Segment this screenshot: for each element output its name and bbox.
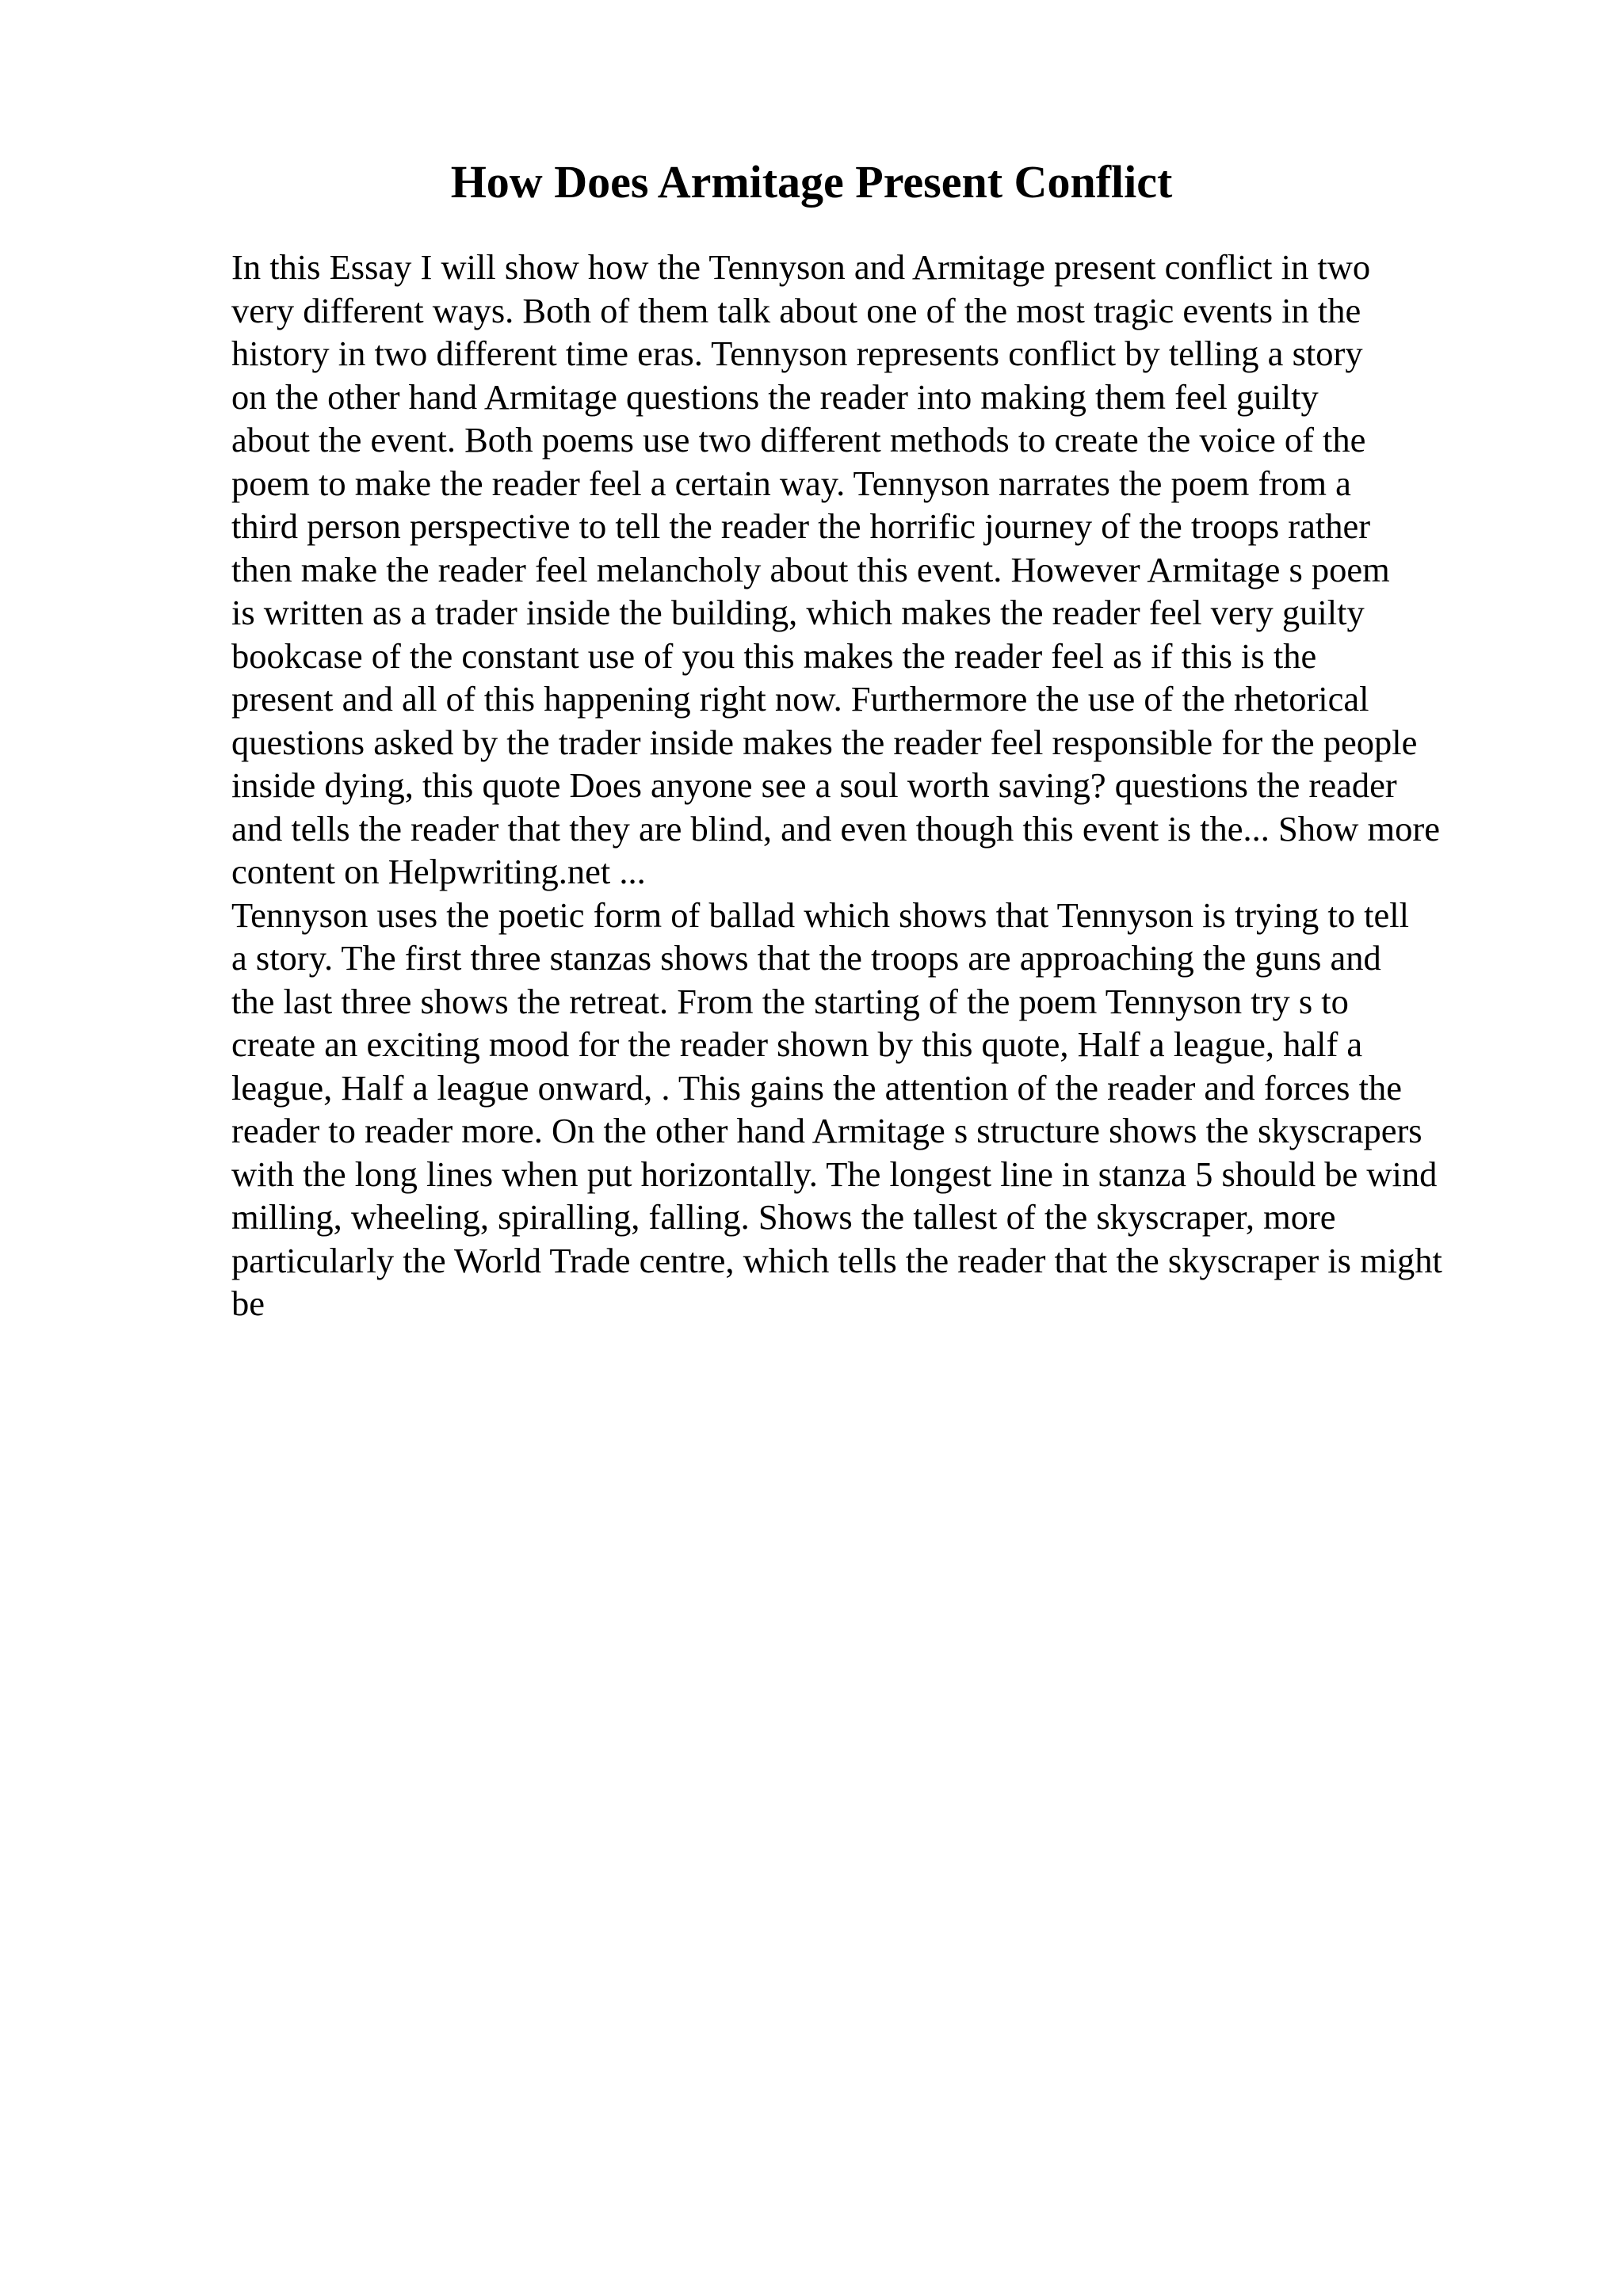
text-line: In this Essay I will show how the Tennyson and Armitage present conflict in two <box>231 247 1371 287</box>
text-line: present and all of this happening right now. Furthermore the use of the rhetorical <box>231 679 1369 719</box>
text-line: about the event. Both poems use two different methods to create the voice of the <box>231 420 1366 460</box>
text-line: reader to reader more. On the other hand Armitage s structure shows the skyscrapers <box>231 1111 1423 1150</box>
text-line: history in two different time eras. Tennyson represents conflict by telling a story <box>231 334 1363 373</box>
text-line: then make the reader feel melancholy about this event. However Armitage s poem <box>231 549 1390 589</box>
text-line: Tennyson uses the poetic form of ballad which shows that Tennyson is trying to tell <box>231 894 1409 935</box>
essay-body <box>231 246 1515 1325</box>
text-line: be <box>231 1283 265 1323</box>
text-line: inside dying, this quote Does anyone see a soul worth saving? questions the reader <box>231 765 1397 805</box>
text-line: a story. The first three stanzas shows that the troops are approaching the guns and <box>231 938 1381 978</box>
text-line: content on Helpwriting.net ... <box>231 852 646 891</box>
text-line: on the other hand Armitage questions the reader into making them feel guilty <box>231 376 1319 417</box>
text-line: bookcase of the constant use of you this makes the reader feel as if this is the <box>231 635 1317 676</box>
text-line: very different ways. Both of them talk about one of the most tragic events in the <box>231 290 1361 330</box>
text-line: poem to make the reader feel a certain way. Tennyson narrates the poem from a <box>231 463 1351 503</box>
page-title: How Does Armitage Present Conflict <box>450 156 1173 208</box>
text-line: create an exciting mood for the reader shown by this quote, Half a league, half a <box>231 1024 1363 1064</box>
text-line: milling, wheeling, spiralling, falling. Shows the tallest of the skyscraper, more <box>231 1197 1336 1237</box>
text-line: third person perspective to tell the reader the horrific journey of the troops rather <box>231 506 1371 546</box>
text-line: questions asked by the trader inside makes the reader feel responsible for the people <box>231 722 1418 762</box>
text-line: with the long lines when put horizontally. The longest line in stanza 5 should be wind <box>231 1154 1438 1194</box>
text-line: particularly the World Trade centre, which tells the reader that the skyscraper is might <box>231 1240 1442 1280</box>
text-line: league, Half a league onward, . This gains the attention of the reader and forces the <box>231 1067 1402 1108</box>
text-line: the last three shows the retreat. From the starting of the poem Tennyson try s to <box>231 981 1349 1021</box>
text-line: and tells the reader that they are blind, and even though this event is the... Show more <box>231 808 1440 849</box>
text-line: is written as a trader inside the building, which makes the reader feel very guilty <box>231 593 1365 632</box>
